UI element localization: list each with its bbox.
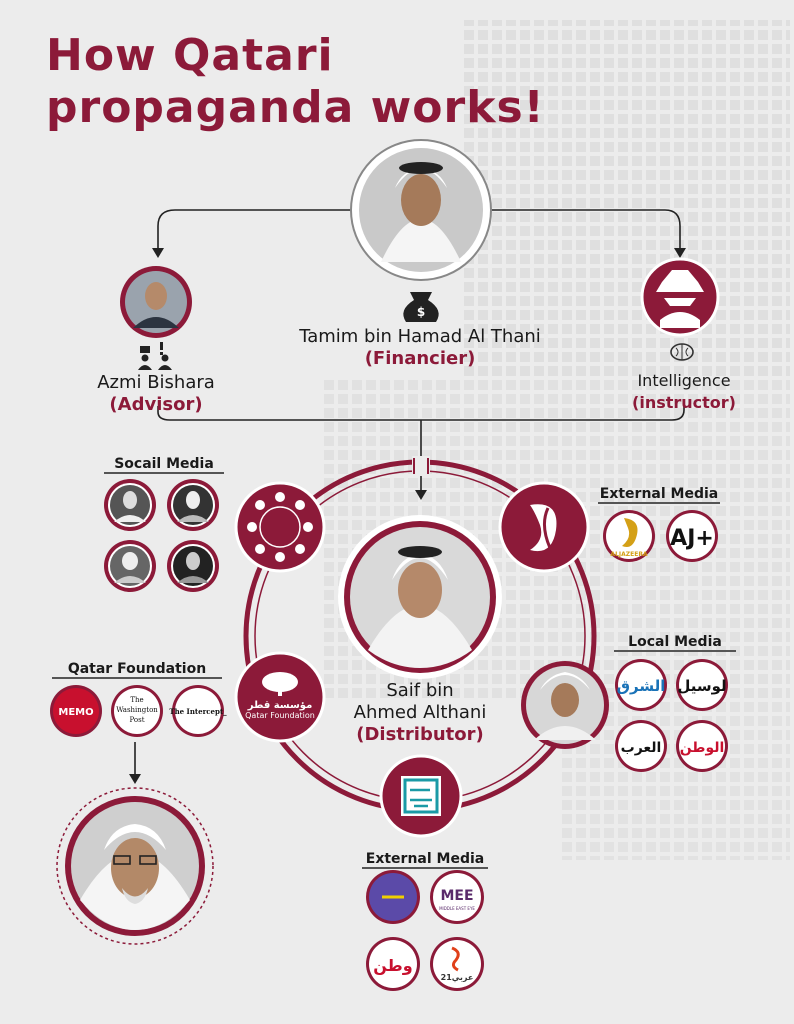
intelligence-label (614, 370, 754, 414)
section-local-media: Local Media (614, 634, 736, 652)
mee-logo (430, 870, 484, 924)
distributor-name-line1: Saif bin (386, 680, 454, 701)
intercept-logo (169, 685, 227, 737)
lusail-logo (676, 659, 728, 711)
section-qatar-foundation: Qatar Foundation (52, 661, 222, 679)
advisor-portrait (120, 266, 192, 338)
intelligence-role: (instructor) (632, 393, 736, 412)
aj-plus-logo (666, 510, 718, 562)
people-talking-icon (138, 342, 172, 370)
alaraby-logo (366, 870, 420, 924)
aljazeera-logo (603, 510, 655, 562)
svg-text:العرب: العرب (620, 740, 662, 756)
social-hub-icon (236, 483, 324, 571)
arabic-calligraphy-emblem (381, 756, 461, 836)
arrow-advisor-icon (152, 248, 164, 258)
qatar-foundation-emblem (236, 653, 324, 741)
section-external-media-bottom: External Media (362, 851, 488, 869)
svg-text:عربي21: عربي21 (440, 973, 474, 982)
distributor-role: (Distributor) (356, 724, 484, 745)
intelligence-name: Intelligence (637, 371, 731, 390)
svg-text:Washington: Washington (116, 706, 158, 714)
social-portrait-2 (167, 479, 219, 531)
arrow-khashoggi-icon (129, 774, 141, 784)
alarab-logo (615, 720, 667, 772)
social-portrait-4 (167, 540, 219, 592)
local-media-portrait (521, 661, 609, 749)
advisor-name: Azmi Bishara (97, 372, 215, 393)
spy-icon (642, 259, 718, 335)
qf-emblem-english: Qatar Foundation (245, 711, 315, 720)
svg-text:الشرق: الشرق (616, 677, 666, 695)
svg-text:The: The (130, 696, 144, 704)
social-portrait-3 (104, 540, 156, 592)
svg-text:MEMO: MEMO (58, 707, 94, 718)
aljazeera-emblem (500, 483, 588, 571)
section-social-media: Socail Media (104, 456, 224, 474)
memo-logo (50, 685, 102, 737)
svg-text:لوسيل: لوسيل (677, 677, 727, 695)
khashoggi-portrait (57, 788, 213, 944)
svg-text:الوطن: الوطن (679, 740, 725, 756)
svg-text:$: $ (416, 305, 426, 319)
svg-text:وطن: وطن (373, 956, 413, 975)
svg-text:MEE: MEE (440, 888, 474, 904)
svg-text:MIDDLE EAST EYE: MIDDLE EAST EYE (439, 906, 475, 911)
alsharq-logo (615, 659, 667, 711)
advisor-role: (Advisor) (109, 394, 203, 415)
financier-portrait (351, 140, 491, 280)
financier-label (250, 326, 590, 370)
watan-logo (366, 937, 420, 991)
arabi21-logo (430, 937, 484, 991)
money-bag-icon (403, 292, 438, 322)
title-line-2: propaganda works! (46, 82, 545, 133)
svg-text:ALJAZEERA: ALJAZEERA (610, 551, 648, 558)
page-title (46, 30, 606, 134)
social-portrait-1 (104, 479, 156, 531)
distributor-portrait (338, 515, 502, 679)
alwatan-logo (676, 720, 728, 772)
title-line-1: How Qatari (46, 30, 334, 81)
washington-post-logo (111, 685, 163, 737)
advisor-label (86, 372, 226, 416)
section-external-media-top: External Media (599, 486, 719, 502)
qf-emblem-arabic: مؤسسة قطر (247, 700, 313, 711)
distributor-label (330, 680, 510, 746)
svg-text:AJ+: AJ+ (670, 526, 714, 551)
financier-name: Tamim bin Hamad Al Thani (299, 326, 541, 347)
svg-text:The Intercept_: The Intercept_ (169, 707, 227, 716)
svg-text:Post: Post (129, 716, 145, 724)
distributor-name-line2: Ahmed Althani (353, 702, 487, 723)
qf-emblem-text (240, 700, 320, 720)
financier-role: (Financier) (364, 348, 476, 369)
